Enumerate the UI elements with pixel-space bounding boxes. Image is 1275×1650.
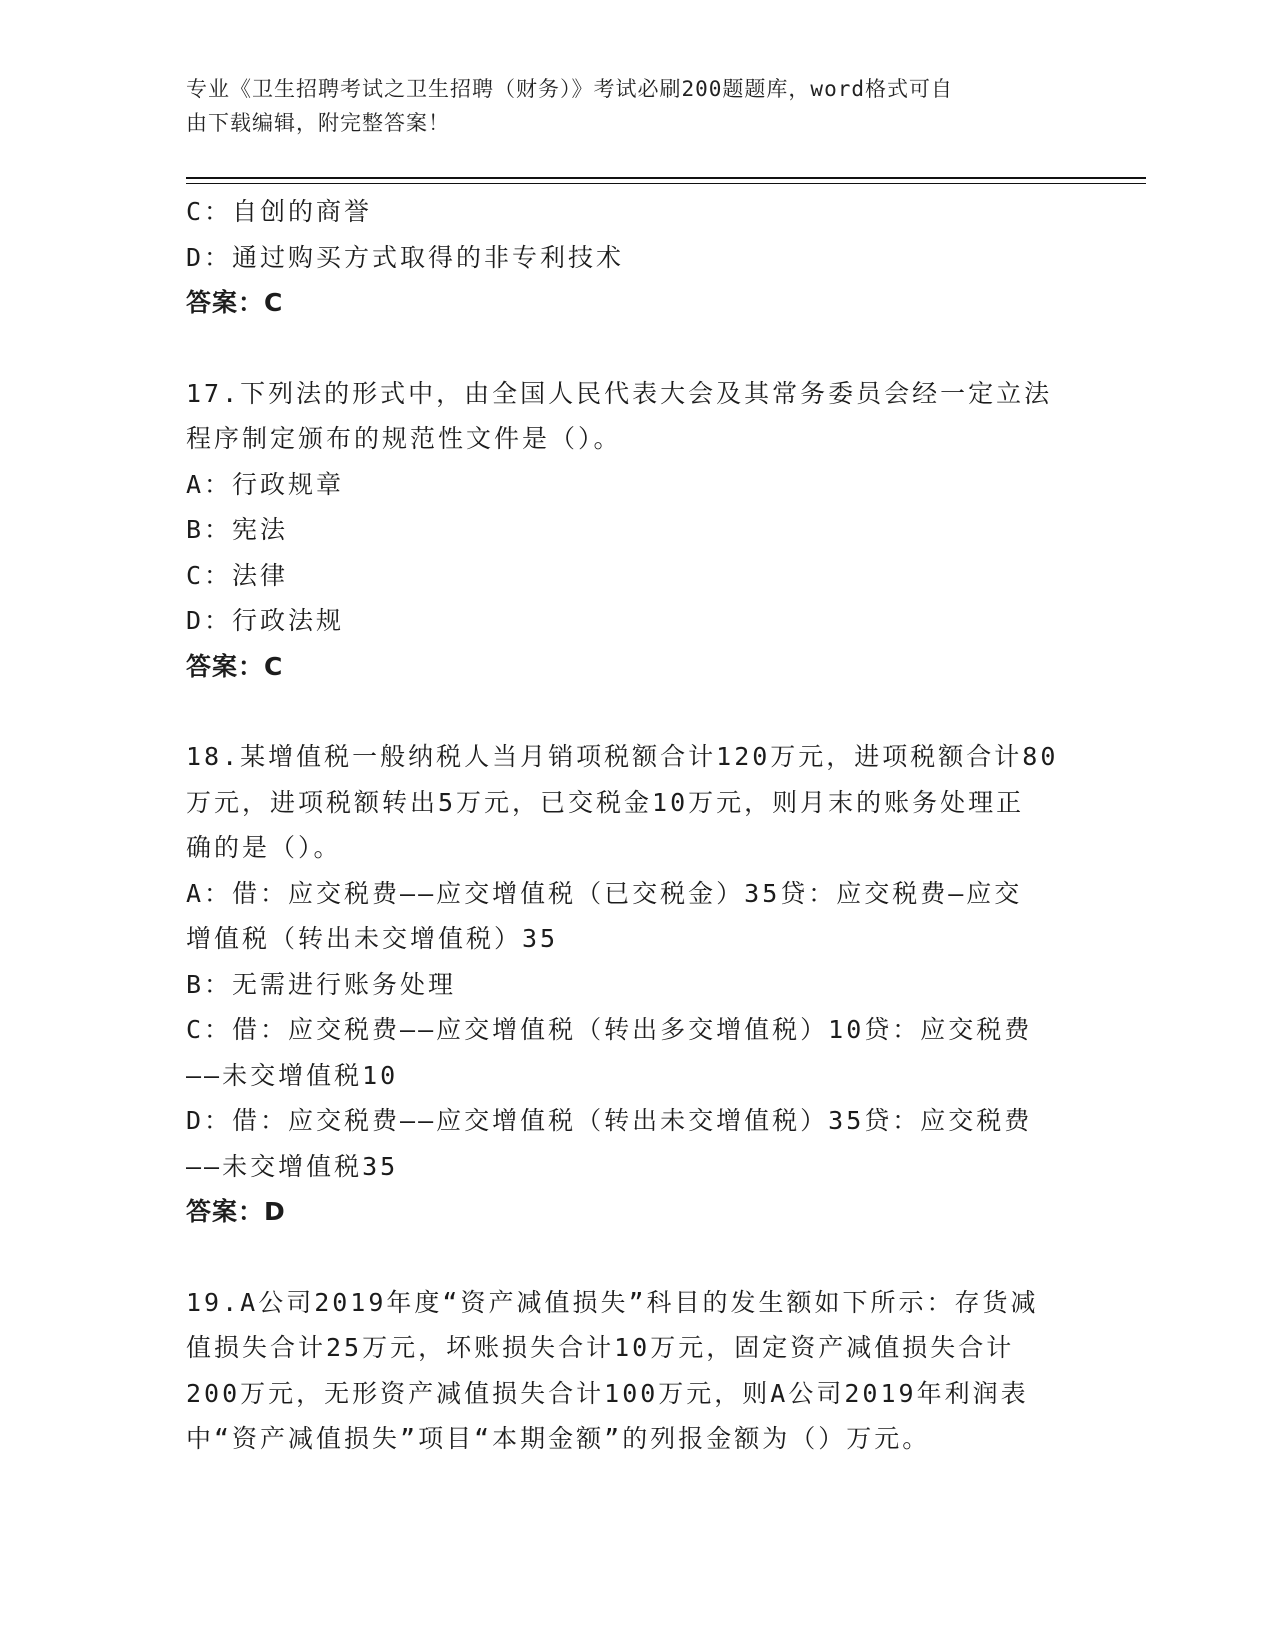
question-gap (186, 689, 1086, 734)
option-b: B：宪法 (186, 515, 289, 544)
header-rule-thin (186, 183, 1146, 184)
question-stem-line: 19.A公司2019年度“资产减值损失”科目的发生额如下所示：存货减 (186, 1287, 1039, 1317)
question-17 (186, 371, 1086, 690)
question-stem-line: 中“资产减值损失”项目“本期金额”的列报金额为（）万元。 (186, 1424, 931, 1453)
document-header (186, 72, 1086, 140)
option-d-continued: ——未交增值税35 (186, 1151, 399, 1181)
option-c: C：借：应交税费——应交增值税（转出多交增值税）10贷：应交税费 (186, 1015, 1033, 1044)
option-c: C：自创的商誉 (186, 197, 373, 226)
question-stem-line: 万元，进项税额转出5万元，已交税金10万元，则月末的账务处理正 (186, 787, 1025, 817)
option-a: A：行政规章 (186, 469, 345, 499)
question-stem-line: 18.某增值税一般纳税人当月销项税额合计120万元，进项税额合计80 (186, 742, 1059, 771)
previous-question-tail (186, 189, 1086, 326)
question-stem-line: 17.下列法的形式中，由全国人民代表大会及其常务委员会经一定立法 (186, 378, 1053, 408)
answer-line: 答案：C (186, 651, 284, 681)
option-a-continued: 增值税（转出未交增值税）35 (186, 924, 559, 953)
question-stem-line: 确的是（）。 (186, 833, 342, 862)
document-body (186, 189, 1086, 1462)
option-d: D：通过购买方式取得的非专利技术 (186, 242, 625, 272)
header-rule-thick (186, 177, 1146, 179)
question-gap (186, 326, 1086, 371)
option-d: D：借：应交税费——应交增值税（转出未交增值税）35贷：应交税费 (186, 1106, 1033, 1135)
header-line-1: 专业《卫生招聘考试之卫生招聘（财务）》考试必刷200题题库，word格式可自 (186, 77, 953, 101)
header-line-2: 由下载编辑，附完整答案！ (186, 111, 450, 135)
option-a: A：借：应交税费——应交增值税（已交税金）35贷：应交税费—应交 (186, 878, 1023, 908)
option-c-continued: ——未交增值税10 (186, 1060, 399, 1090)
question-stem-line: 值损失合计25万元，坏账损失合计10万元，固定资产减值损失合计 (186, 1333, 1015, 1362)
answer-line: 答案：C (186, 288, 284, 317)
question-gap (186, 1235, 1086, 1280)
question-stem-line: 200万元，无形资产减值损失合计100万元，则A公司2019年利润表 (186, 1378, 1029, 1408)
question-stem-line: 程序制定颁布的规范性文件是（）。 (186, 424, 622, 453)
answer-line: 答案：D (186, 1197, 286, 1226)
option-d: D：行政法规 (186, 606, 345, 635)
option-b: B：无需进行账务处理 (186, 969, 457, 999)
option-c: C：法律 (186, 560, 289, 590)
question-18 (186, 734, 1086, 1235)
question-19 (186, 1280, 1086, 1462)
